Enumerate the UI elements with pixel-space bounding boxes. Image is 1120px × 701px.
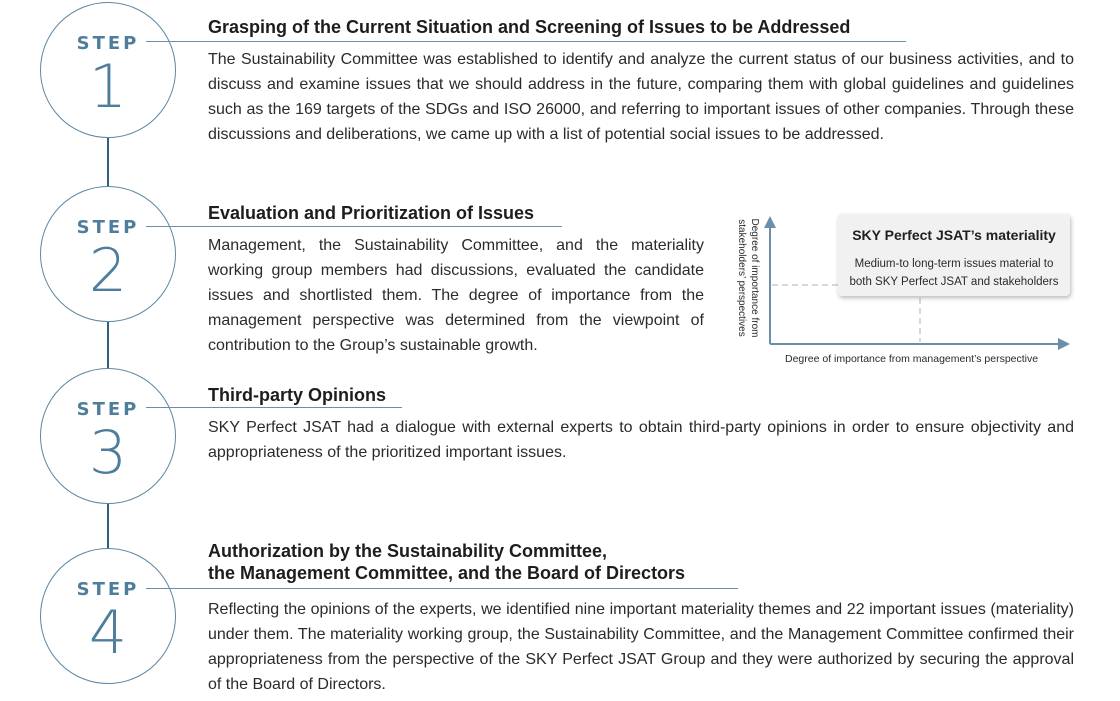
step-4-label: STEP bbox=[76, 579, 140, 600]
chart-y-axis-label: Degree of importance from stakeholders’ perspectives bbox=[736, 218, 760, 338]
step-4-title-line-1: Authorization by the Sustainability Committee, bbox=[208, 541, 608, 561]
step-1-connector bbox=[146, 41, 906, 42]
materiality-box-title: SKY Perfect JSAT’s materiality bbox=[852, 227, 1056, 243]
step-2-title: Evaluation and Prioritization of Issues bbox=[208, 203, 535, 223]
step-4-connector bbox=[146, 588, 738, 589]
step-2-body: Management, the Sustainability Committee, and the materiality working group members had discussions, evaluated the candidate issues and shortlisted them. The degree of importance from the management perspective was determined from the viewpoint of contribution to the Group’s sustainable growth. bbox=[208, 237, 704, 354]
step-3-body: SKY Perfect JSAT had a dialogue with external experts to obtain third-party opinions in order to ensure objectivity and appropriateness of the prioritized important issues. bbox=[208, 419, 1074, 461]
step-2-circle bbox=[40, 186, 176, 322]
chart-x-axis-label: Degree of importance from management’s perspective bbox=[785, 353, 1039, 365]
step-3-number: 3 bbox=[88, 418, 128, 488]
step-3-circle bbox=[40, 368, 176, 504]
step-1-number: 1 bbox=[88, 52, 128, 122]
step-4-title bbox=[208, 540, 685, 584]
step-4-circle bbox=[40, 548, 176, 684]
chart-x-axis-arrow-icon bbox=[1058, 338, 1070, 350]
materiality-box-desc-line-1: Medium-to long-term issues material to bbox=[854, 258, 1054, 270]
step-2-number: 2 bbox=[88, 236, 128, 306]
materiality-box-desc bbox=[838, 255, 1070, 291]
materiality-box-desc-line-2: both SKY Perfect JSAT and stakeholders bbox=[849, 276, 1059, 288]
step-1-title: Grasping of the Current Situation and Screening of Issues to be Addressed bbox=[208, 17, 851, 37]
materiality-box bbox=[838, 214, 1070, 296]
step-4-title-line-2: the Management Committee, and the Board of Directors bbox=[208, 563, 686, 583]
chart-y-axis-arrow-icon bbox=[764, 216, 776, 228]
step-1-label: STEP bbox=[76, 33, 140, 54]
step-3-title: Third-party Opinions bbox=[208, 385, 386, 405]
step-3-connector bbox=[146, 407, 402, 408]
step-3-label: STEP bbox=[76, 399, 140, 420]
step-4-number: 4 bbox=[88, 598, 128, 668]
step-1-circle bbox=[40, 2, 176, 138]
step-2-connector bbox=[146, 226, 562, 227]
step-2-label: STEP bbox=[76, 217, 140, 238]
step-1-body: The Sustainability Committee was established to identify and analyze the current status of our business activities, and to discuss and examine issues that we should address in the future, comparing them with global guidelines and guidelines such as the 169 targets of the SDGs and ISO 26000, and referring to important issues of other companies. Through these discussions and deliberations, we came up with a list of potential social issues to be addressed. bbox=[208, 51, 1074, 143]
step-4-body: Reflecting the opinions of the experts, we identified nine important materiality themes and 22 important issues (materiality) under them. The materiality working group, the Sustainability Committee, and the Management Committee confirmed their appropriateness from the perspective of the SKY Perfect JSAT Group and they were authorized by securing the approval of the Board of Directors. bbox=[208, 601, 1074, 693]
